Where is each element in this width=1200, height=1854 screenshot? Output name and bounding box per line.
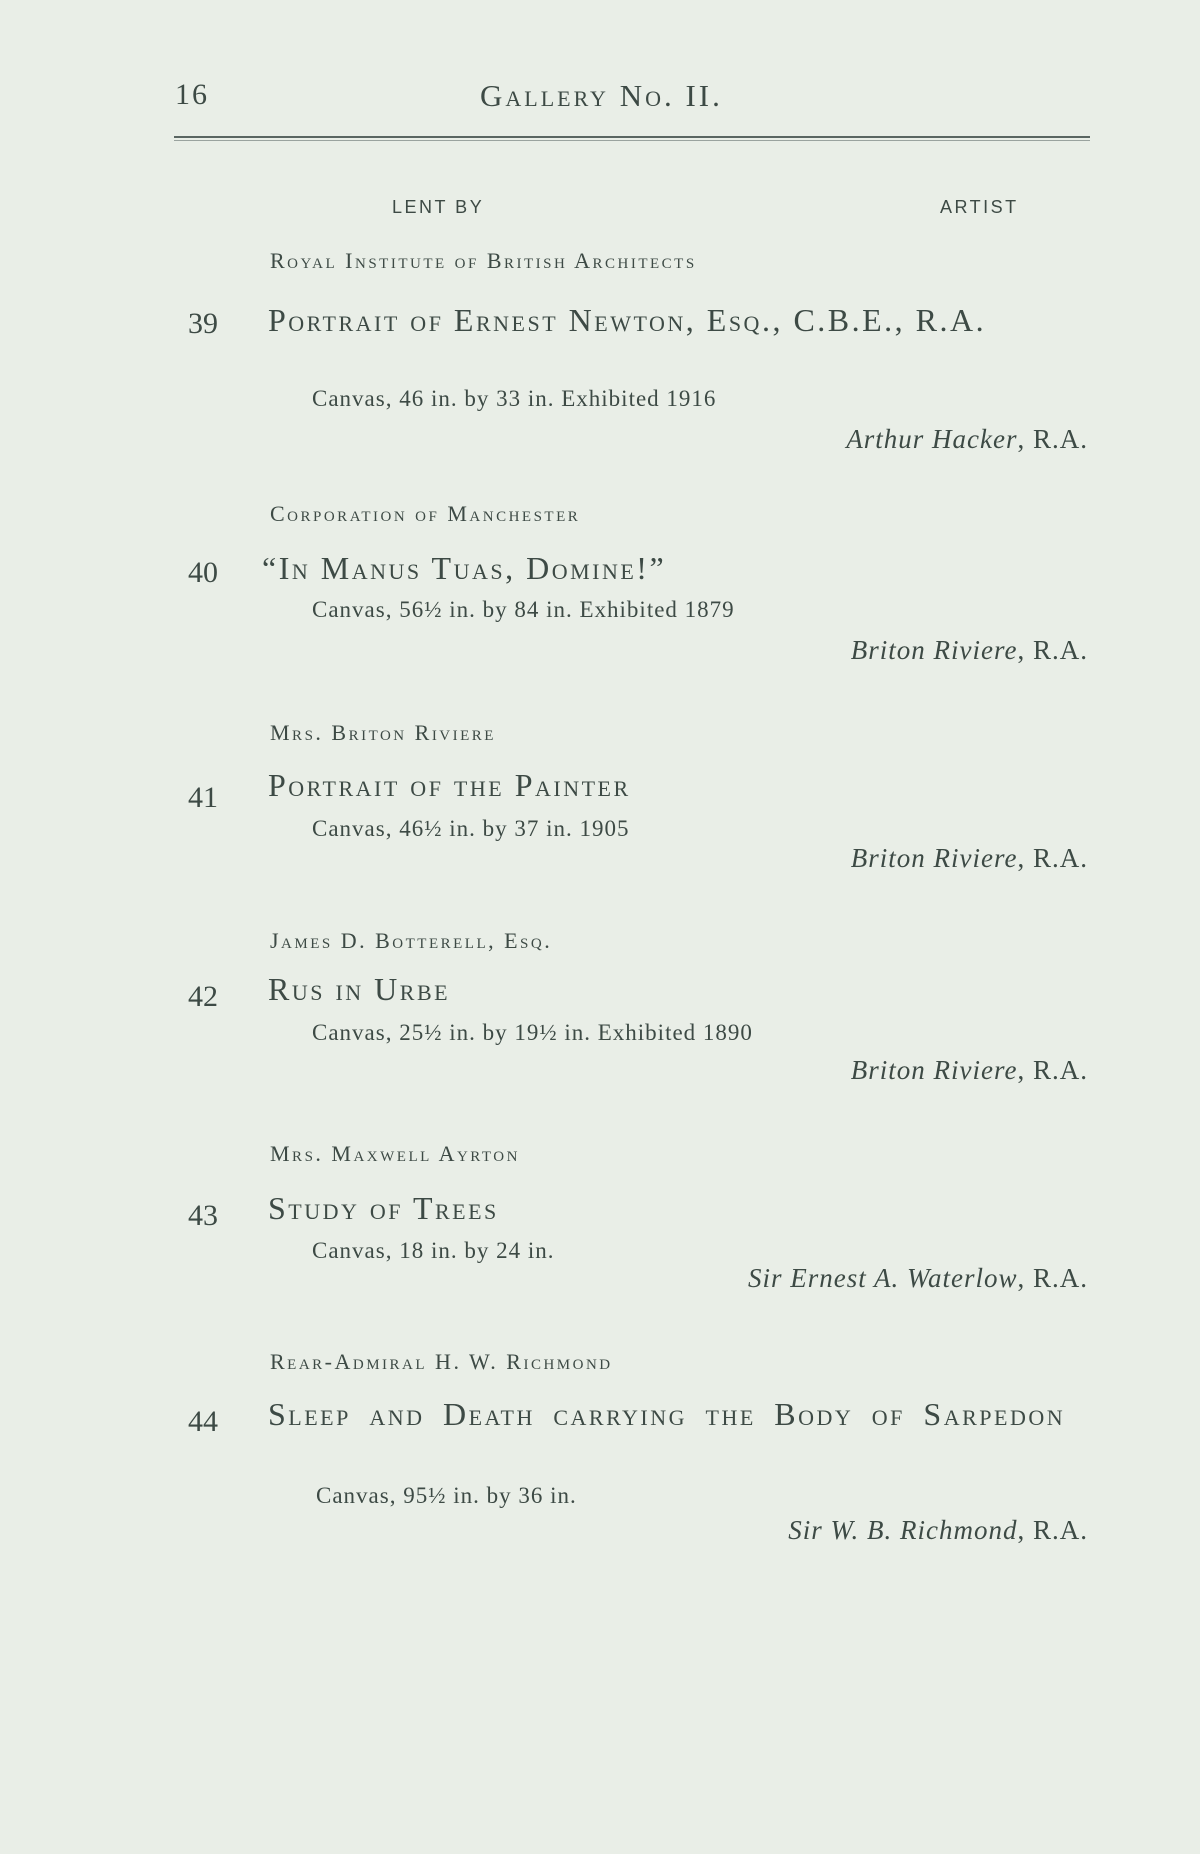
header-rule	[174, 136, 1090, 138]
artwork-title: “In Manus Tuas, Domine!”	[262, 550, 667, 586]
artist-name: Briton Riviere	[850, 843, 1018, 873]
artist-rank: , R.A.	[1017, 424, 1088, 454]
entry-number: 41	[188, 781, 218, 814]
artist-rank: , R.A.	[1017, 1515, 1088, 1545]
lender-name: James D. Botterell, Esq.	[270, 928, 553, 953]
artist-name: Briton Riviere	[850, 1055, 1018, 1085]
entry-number: 43	[188, 1199, 218, 1232]
artist-credit	[851, 635, 1088, 666]
lender-name: Corporation of Manchester	[270, 501, 581, 526]
artwork-details: Canvas, 46 in. by 33 in. Exhibited 1916	[312, 386, 717, 411]
artwork-details: Canvas, 95½ in. by 36 in.	[316, 1483, 577, 1508]
header-rule-thin	[174, 140, 1090, 141]
artwork-details: Canvas, 46½ in. by 37 in. 1905	[312, 816, 630, 841]
artist-rank: , R.A.	[1017, 1263, 1088, 1293]
artwork-details: Canvas, 25½ in. by 19½ in. Exhibited 1890	[312, 1020, 753, 1045]
artwork-title: Rus in Urbe	[268, 971, 451, 1007]
lender-name: Mrs. Briton Riviere	[270, 720, 496, 745]
artist-credit	[748, 1263, 1088, 1294]
entry-number: 40	[188, 556, 218, 589]
artwork-title: Portrait of the Painter	[268, 767, 631, 803]
artist-rank: , R.A.	[1017, 1055, 1088, 1085]
artist-name: Sir Ernest A. Waterlow	[747, 1263, 1018, 1293]
artist-credit	[851, 843, 1088, 874]
artwork-title: Portrait of Ernest Newton, Esq., C.B.E., R.A.	[268, 302, 987, 338]
lender-name: Royal Institute of British Architects	[270, 248, 697, 273]
entry-number: 42	[188, 980, 218, 1013]
artist-name: Sir W. B. Richmond	[788, 1515, 1018, 1545]
lender-name: Rear-Admiral H. W. Richmond	[270, 1349, 613, 1374]
artist-rank: , R.A.	[1017, 843, 1088, 873]
page-number: 16	[175, 78, 209, 111]
artwork-details: Canvas, 56½ in. by 84 in. Exhibited 1879	[312, 597, 735, 622]
lender-name: Mrs. Maxwell Ayrton	[270, 1141, 520, 1166]
page-header	[0, 78, 1200, 118]
lent-by-heading: LENT BY	[392, 197, 485, 217]
gallery-title: Gallery No. II.	[480, 78, 723, 113]
artist-credit	[851, 1055, 1088, 1086]
artist-name: Briton Riviere	[850, 635, 1018, 665]
artist-name: Arthur Hacker	[846, 424, 1018, 454]
entry-number: 44	[188, 1405, 218, 1438]
entry-number: 39	[188, 307, 218, 340]
artwork-title: Sleep and Death carrying the Body of Sarpedon	[268, 1396, 1066, 1432]
artist-credit	[788, 1515, 1088, 1546]
artist-rank: , R.A.	[1017, 635, 1088, 665]
artist-heading: ARTIST	[940, 197, 1019, 217]
artist-credit	[846, 424, 1088, 455]
artwork-details: Canvas, 18 in. by 24 in.	[312, 1238, 555, 1263]
artwork-title: Study of Trees	[268, 1190, 499, 1226]
